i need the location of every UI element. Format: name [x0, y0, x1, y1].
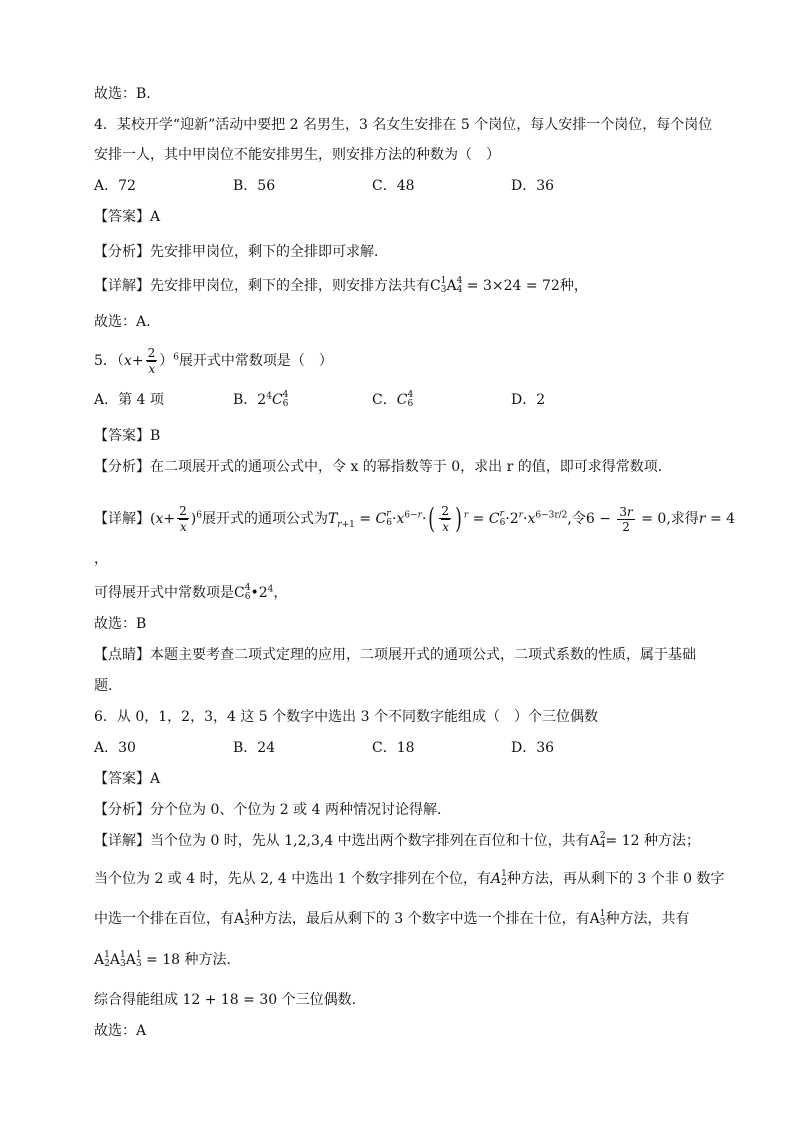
q6-answer: 【答案】A — [94, 771, 161, 787]
q4-detail — [94, 277, 588, 295]
q6-option-d: D．36 — [511, 740, 555, 756]
detail-text-end: 种， — [559, 278, 588, 294]
q5-comment-cont: 题． — [94, 678, 122, 694]
q6-summary: 综合得能组成 12 + 18 = 30 个三位偶数. — [94, 992, 357, 1008]
q5-comma: ， — [94, 551, 108, 567]
answer-tag: 【答案】 — [94, 209, 150, 225]
q4-option-c: C．48 — [372, 178, 415, 194]
q6-detail-2: 当个位为 2 或 4 时，先从 2, 4 中选出 1 个数字排列在个位，有A 1 2 种方法，再从剩下的 3 个非 0 数字 — [94, 869, 725, 888]
q6-detail-4: A 1 2 A 1 3 A 1 3 = 18 种方法. — [94, 950, 231, 969]
q5-answer: 【答案】B — [94, 428, 161, 444]
choose-line-q6: 故选：A — [94, 1023, 147, 1039]
q5-option-c: C．C 4 6 — [372, 390, 414, 409]
q5-text: 展开式中常数项是（ ） — [178, 353, 333, 369]
q4-option-d: D．36 — [511, 178, 555, 194]
q5-detail: 【详解】(x+ $\frac{2}{x}$ )$^6$展开式的通项公式为$T_{r+1} = C$ r 6 $\cdot x^{6-r}\cdot$( $\frac{2}{x}$ ) $^r$ = C r 6 $\cdot 2^r\cdot x^{6-3r/2}$,令6 − $\frac{3r}{2}$ = 0,求得r = 4 — [94, 502, 736, 535]
q5-result: 可得展开式中常数项是C 4 6 $•2^4$， — [94, 583, 288, 602]
q4-option-a: A．72 — [94, 178, 136, 194]
choose-line-q4: 故选：A. — [94, 314, 151, 330]
question-4-line-2: 安排一人，其中甲岗位不能安排男生，则安排方法的种数为（ ） — [94, 147, 500, 163]
q6-option-b: B．24 — [233, 740, 276, 756]
analysis-text: 先安排甲岗位，剩下的全排即可求解． — [150, 244, 388, 260]
q4-option-b: B．56 — [233, 178, 276, 194]
analysis-tag: 【分析】 — [94, 244, 150, 260]
choose-line-q5: 故选：B — [94, 616, 147, 632]
detail-tag: 【详解】 — [94, 278, 150, 294]
q5-analysis: 【分析】在二项展开式的通项公式中，令 x 的幂指数等于 0，求出 r 的值，即可求得常数项． — [94, 459, 672, 475]
question-4-line-1: 4．某校开学“迎新”活动中要把 2 名男生，3 名女生安排在 5 个岗位，每人安排一个岗位，每个岗位 — [94, 117, 713, 133]
q4-analysis — [94, 243, 388, 261]
q6-detail-1: 【详解】当个位为 0 时，先从 1,2,3,4 中选出两个数字排列在百位和十位，共有A 2 4 = 12 种方法； — [94, 831, 700, 850]
q6-option-a: A．30 — [94, 740, 136, 756]
q5-number: 5． — [94, 353, 117, 369]
q6-option-c: C．18 — [372, 740, 415, 756]
q5-expression: （x+ $\frac{2}{x}$ ）$^6$ — [116, 346, 179, 376]
q5-option-b: B．$2^4C$ 4 6 — [233, 390, 289, 409]
q5-option-d: D．2 — [511, 392, 546, 408]
q6-analysis: 【分析】分个位为 0、个位为 2 或 4 两种情况讨论得解. — [94, 802, 442, 818]
answer-value: A — [150, 209, 161, 225]
question-5 — [94, 346, 333, 376]
question-6: 6．从 0，1，2，3，4 这 5 个数字中选出 3 个不同数字能组成（ ）个三位偶数 — [94, 709, 598, 725]
choose-line-q3: 故选：B. — [94, 86, 151, 102]
q4-formula: C 1 3 A 4 4 = 3×24 = 72 — [430, 276, 560, 295]
q5-option-a: A．第 4 项 — [94, 392, 164, 408]
q4-answer — [94, 208, 160, 226]
q6-detail-3: 中选一个排在百位，有A 1 3 种方法，最后从剩下的 3 个数字中选一个排在十位，有A 1 3 种方法，共有 — [94, 909, 690, 928]
detail-text: 先安排甲岗位，剩下的全排，则安排方法共有 — [150, 278, 430, 294]
q5-comment: 【点睛】本题主要考查二项式定理的应用，二项展开式的通项公式，二项式系数的性质，属于基础 — [94, 647, 696, 663]
